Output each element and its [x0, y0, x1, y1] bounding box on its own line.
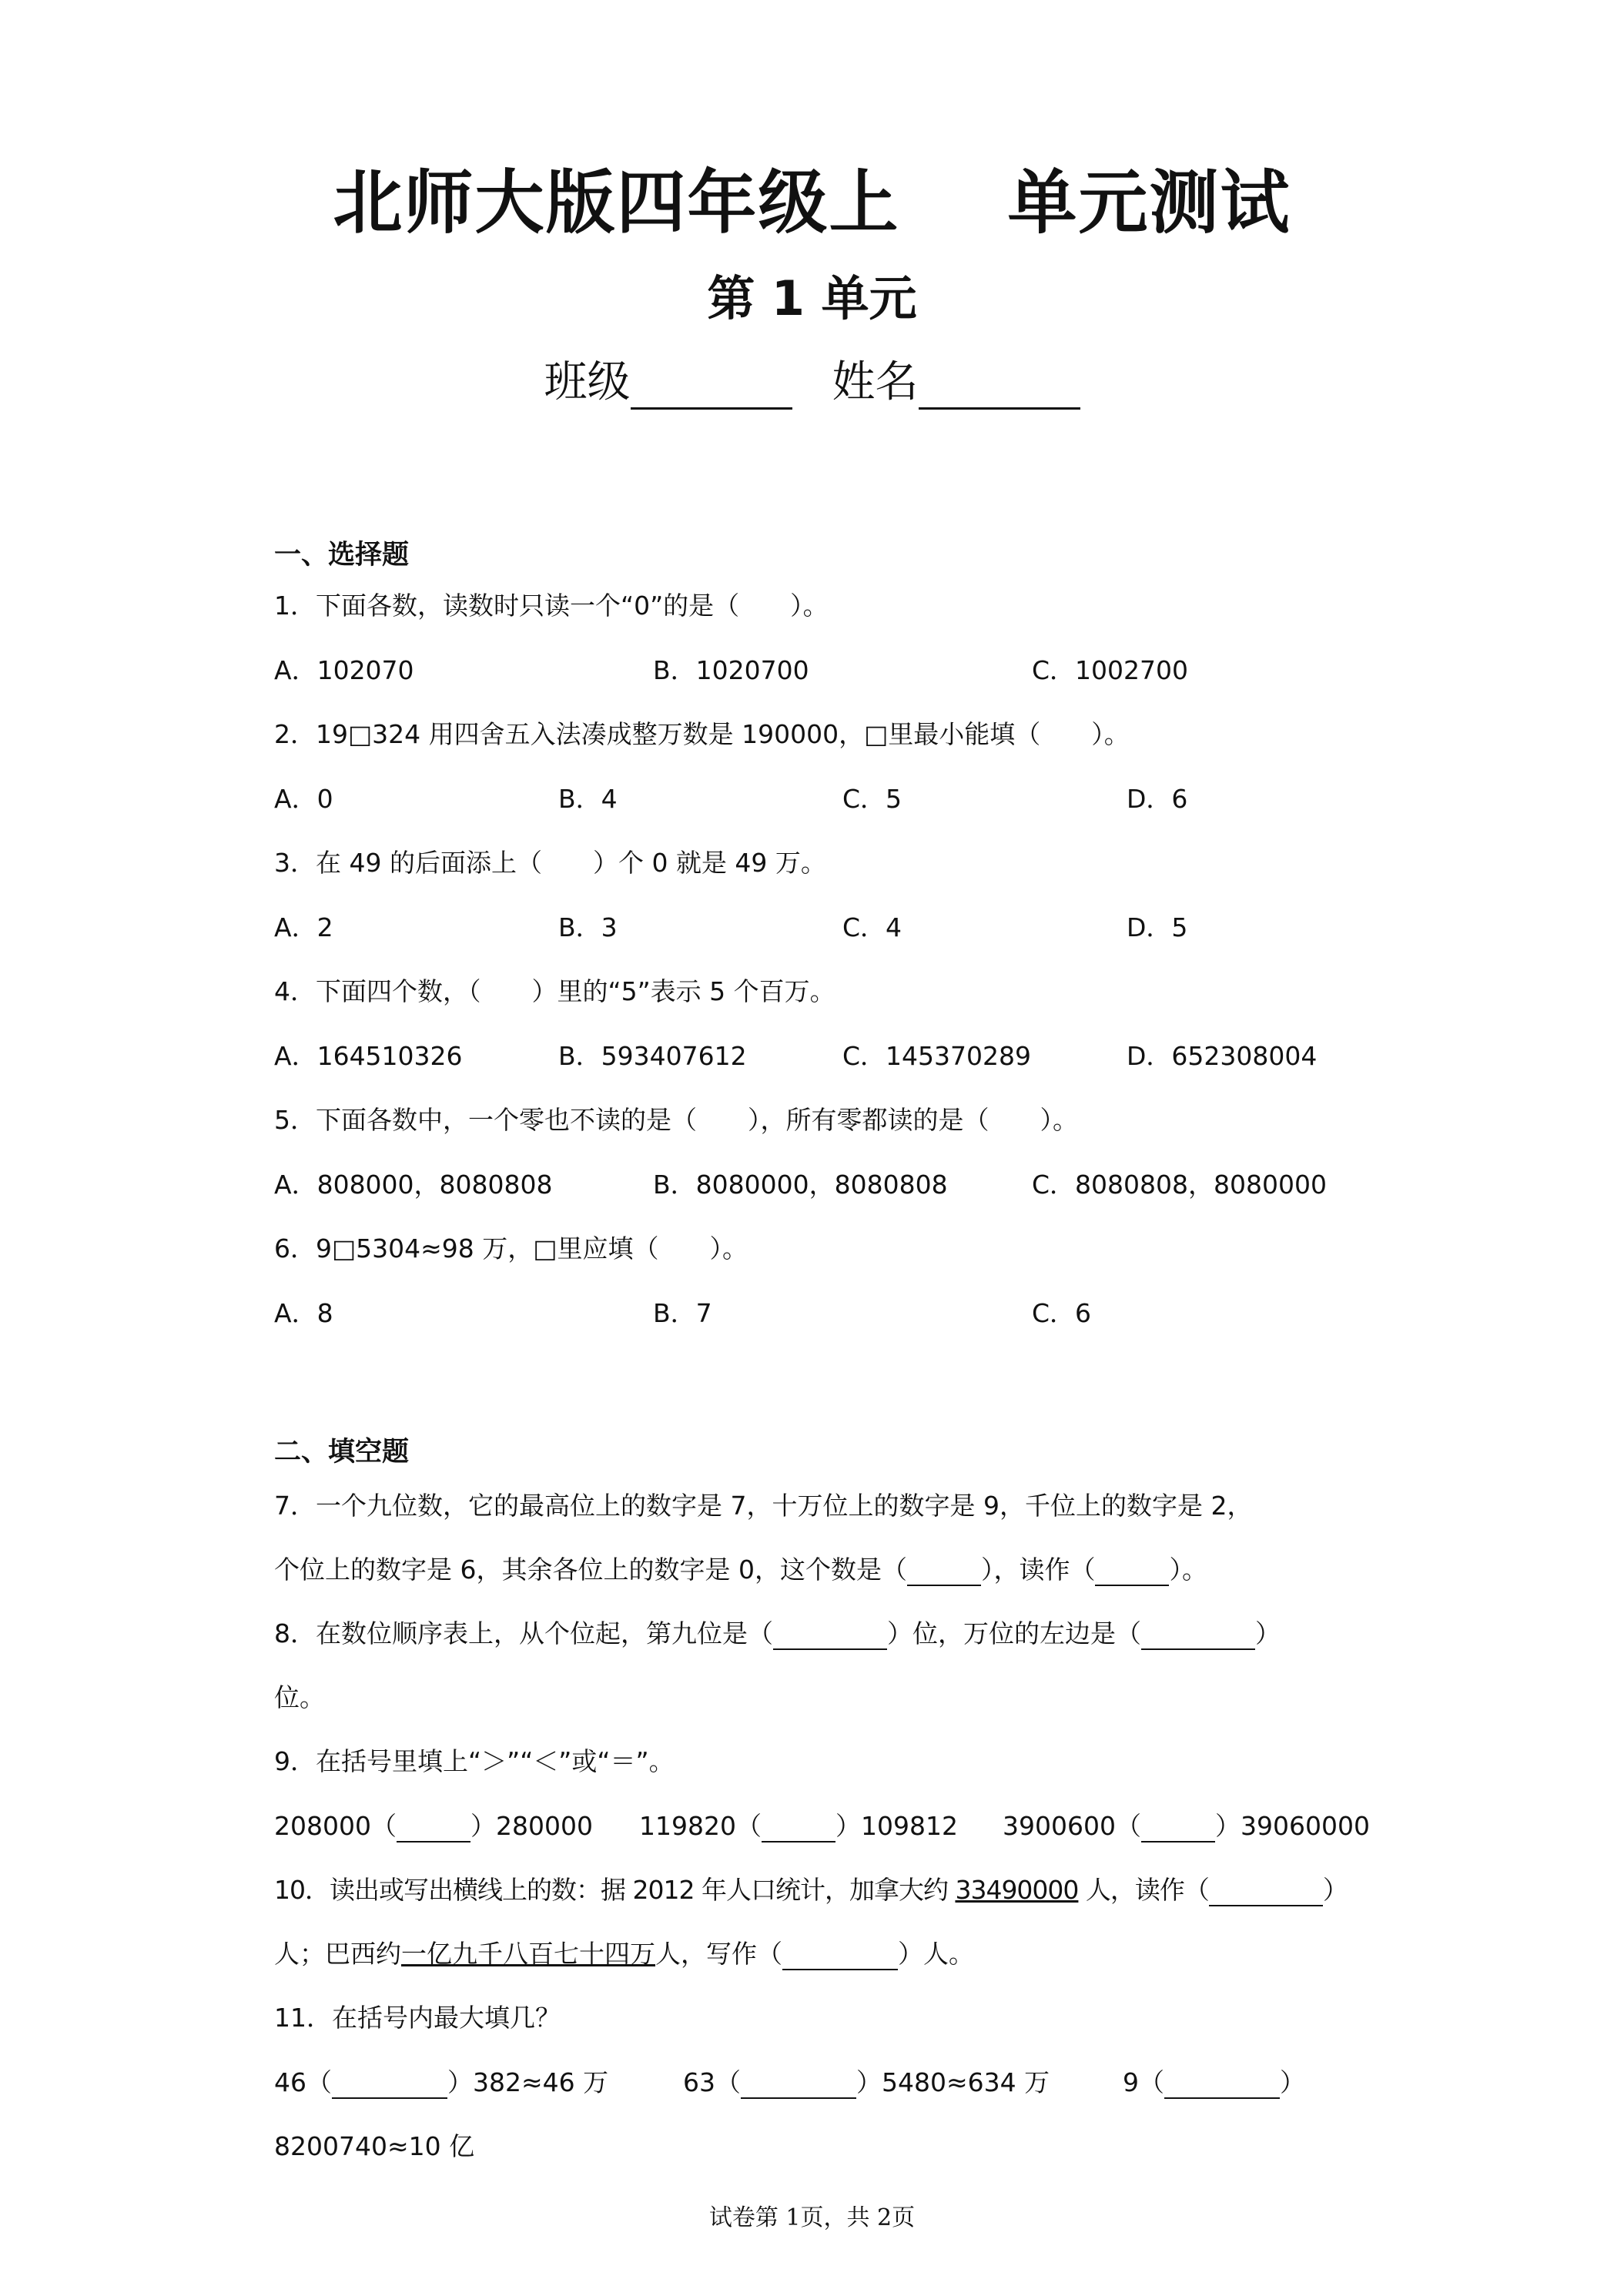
- question-9: 9．在括号里填上“＞”“＜”或“＝”。: [274, 1746, 675, 1776]
- q9-c3-right: ）39060000: [1214, 1811, 1370, 1841]
- q8-text-b: ）位，万位的左边是（: [887, 1618, 1141, 1648]
- q6-option-b: B．7: [653, 1298, 712, 1328]
- q10-underlined-words: 一亿九千八百七十四万: [401, 1939, 655, 1969]
- q7-text-a: 个位上的数字是 6，其余各位上的数字是 0，这个数是（: [274, 1555, 907, 1585]
- class-name-line: [0, 348, 1624, 410]
- q9-c2-left: 119820（: [639, 1811, 762, 1841]
- q9-blank-2[interactable]: [762, 1816, 835, 1842]
- title-right: 单元测试: [1007, 162, 1291, 243]
- q10-underlined-number: 33490000: [955, 1875, 1079, 1905]
- q10-answer-blank-2[interactable]: [782, 1944, 898, 1970]
- q9-blank-1[interactable]: [397, 1816, 470, 1842]
- q2-option-c: C．5: [842, 784, 902, 814]
- q6-option-c: C．6: [1032, 1298, 1092, 1328]
- q7-text-c: ）。: [1169, 1555, 1207, 1585]
- q11-c3-left: 9（: [1123, 2067, 1164, 2097]
- q8-answer-blank-2[interactable]: [1141, 1624, 1255, 1650]
- q10-text-c: ）: [1322, 1875, 1348, 1905]
- q5-option-b: B．8080000，8080808: [653, 1170, 948, 1200]
- q5-option-a: A．808000，8080808: [274, 1170, 553, 1200]
- q11-item-1: [274, 2063, 608, 2099]
- q9-blank-3[interactable]: [1141, 1816, 1215, 1842]
- name-blank[interactable]: [919, 367, 1080, 410]
- question-4: 4．下面四个数，（ ）里的“5”表示 5 个百万。: [274, 976, 835, 1006]
- q8-text-a: 8．在数位顺序表上，从个位起，第九位是（: [274, 1618, 773, 1648]
- q4-option-c: C．145370289: [842, 1041, 1032, 1071]
- q11-line2: 8200740≈10 亿: [274, 2131, 475, 2161]
- q11-blank-2[interactable]: [741, 2073, 856, 2099]
- question-8-line2: 位。: [274, 1682, 325, 1712]
- class-label: 班级: [544, 357, 631, 407]
- q3-option-a: A．2: [274, 912, 333, 942]
- q11-c1-right: ）382≈46 万: [447, 2067, 609, 2097]
- q1-option-c: C．1002700: [1032, 655, 1189, 685]
- q10-answer-blank-1[interactable]: [1209, 1880, 1323, 1906]
- q7-answer-blank-1[interactable]: [907, 1560, 981, 1586]
- question-5: 5．下面各数中，一个零也不读的是（ ），所有零都读的是（ ）。: [274, 1105, 1078, 1135]
- question-7-line2: [274, 1550, 1207, 1586]
- q11-blank-3[interactable]: [1164, 2073, 1280, 2099]
- section-heading-fill: 二、填空题: [274, 1437, 410, 1468]
- q2-option-b: B．4: [558, 784, 618, 814]
- q9-compare-3: [1003, 1806, 1370, 1842]
- q9-compare-1: [274, 1806, 593, 1842]
- q11-c1-left: 46（: [274, 2067, 332, 2097]
- q1-option-a: A．102070: [274, 655, 414, 685]
- q11-item-3: [1123, 2063, 1305, 2099]
- name-label: 姓名: [832, 357, 919, 407]
- title-left: 北师大版四年级上: [333, 162, 900, 243]
- q11-item-2: [683, 2063, 1050, 2099]
- q4-option-b: B．593407612: [558, 1041, 747, 1071]
- q7-text-b: ），读作（: [980, 1555, 1096, 1585]
- q11-c3-right: ）: [1280, 2067, 1305, 2097]
- question-6: 6．9□5304≈98 万，□里应填（ ）。: [274, 1233, 748, 1263]
- q10-text-a: 10．读出或写出横线上的数：据 2012 年人口统计，加拿大约: [274, 1875, 956, 1905]
- q11-c2-right: ）5480≈634 万: [856, 2067, 1050, 2097]
- q10-text-e: 人，写作（: [655, 1939, 782, 1969]
- unit-subtitle: 第 1 单元: [707, 270, 917, 326]
- question-7-line1: 7．一个九位数，它的最高位上的数字是 7，十万位上的数字是 9，千位上的数字是 2，: [274, 1491, 1253, 1521]
- q9-c2-right: ）109812: [835, 1811, 958, 1841]
- page-title: [0, 146, 1624, 246]
- q11-blank-1[interactable]: [332, 2073, 447, 2099]
- q10-text-d: 人；巴西约: [274, 1939, 401, 1969]
- q9-c3-left: 3900600（: [1003, 1811, 1141, 1841]
- question-2: 2．19□324 用四舍五入法凑成整万数是 190000，□里最小能填（ ）。: [274, 719, 1130, 749]
- q4-option-d: D．652308004: [1127, 1041, 1318, 1071]
- q8-text-c: ）: [1255, 1618, 1281, 1648]
- q10-text-f: ）人。: [898, 1939, 974, 1969]
- q2-option-a: A．0: [274, 784, 333, 814]
- q5-option-c: C．8080808，8080000: [1032, 1170, 1327, 1200]
- q3-option-c: C．4: [842, 912, 902, 942]
- question-3: 3．在 49 的后面添上（ ）个 0 就是 49 万。: [274, 848, 826, 878]
- q10-text-b: 人，读作（: [1078, 1875, 1209, 1905]
- q4-option-a: A．164510326: [274, 1041, 463, 1071]
- q9-c1-left: 208000（: [274, 1811, 397, 1841]
- question-8-line1: [274, 1614, 1281, 1650]
- q3-option-b: B．3: [558, 912, 618, 942]
- question-1: 1．下面各数，读数时只读一个“0”的是（ ）。: [274, 591, 829, 621]
- section-heading-choice: 一、选择题: [274, 540, 410, 571]
- q2-option-d: D．6: [1127, 784, 1188, 814]
- class-blank[interactable]: [631, 367, 792, 410]
- q3-option-d: D．5: [1127, 912, 1188, 942]
- q1-option-b: B．1020700: [653, 655, 809, 685]
- page-footer: 试卷第 1页，共 2页: [708, 2204, 916, 2231]
- q9-c1-right: ）280000: [470, 1811, 593, 1841]
- q8-answer-blank-1[interactable]: [773, 1624, 887, 1650]
- q7-answer-blank-2[interactable]: [1095, 1560, 1169, 1586]
- question-10-line1: [274, 1870, 1348, 1906]
- question-10-line2: [274, 1934, 974, 1970]
- q11-c2-left: 63（: [683, 2067, 741, 2097]
- q6-option-a: A．8: [274, 1298, 333, 1328]
- q9-compare-2: [639, 1806, 958, 1842]
- question-11: 11．在括号内最大填几？: [274, 2003, 561, 2033]
